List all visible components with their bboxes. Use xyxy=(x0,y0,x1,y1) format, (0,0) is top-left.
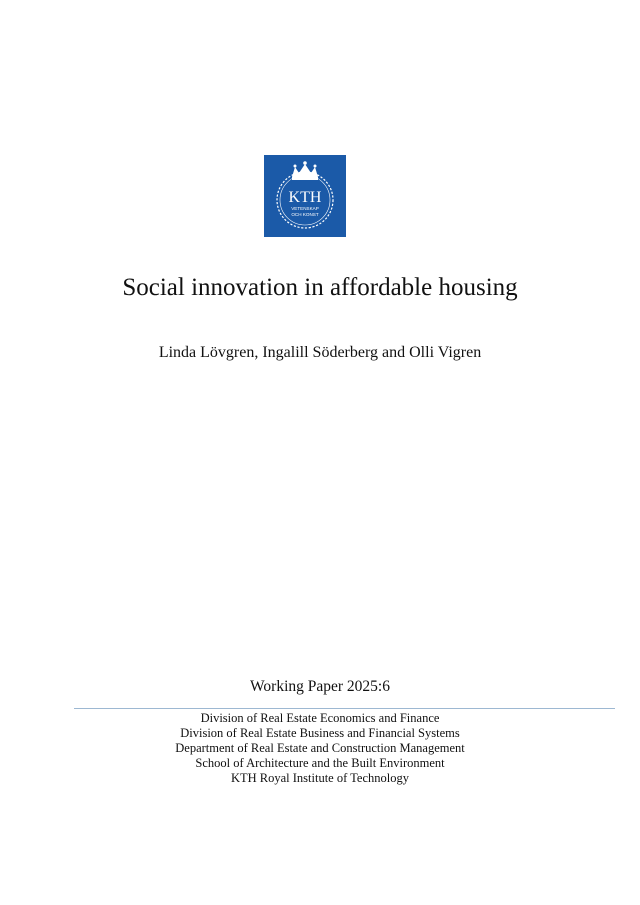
affiliation-school: School of Architecture and the Built Environment xyxy=(195,756,445,770)
logo-wordmark: KTH xyxy=(288,189,322,206)
affiliation-division-business: Division of Real Estate Business and Financial Systems xyxy=(180,726,460,740)
paper-title: Social innovation in affordable housing xyxy=(122,274,518,301)
affiliation-list xyxy=(0,711,640,786)
author-list: Linda Lövgren, Ingalill Söderberg and Olli Vigren xyxy=(158,344,482,361)
logo-subtext-2: OCH KONST xyxy=(291,212,319,217)
working-paper-number: Working Paper 2025:6 xyxy=(250,678,390,695)
affiliation-department: Department of Real Estate and Construction Management xyxy=(175,741,465,755)
affiliation-division-economics: Division of Real Estate Economics and Finance xyxy=(200,711,440,725)
kth-logo xyxy=(264,155,346,237)
logo-subtext-1: VETENSKAP xyxy=(291,206,319,211)
divider-line xyxy=(74,708,615,709)
affiliation-institute: KTH Royal Institute of Technology xyxy=(230,771,410,785)
